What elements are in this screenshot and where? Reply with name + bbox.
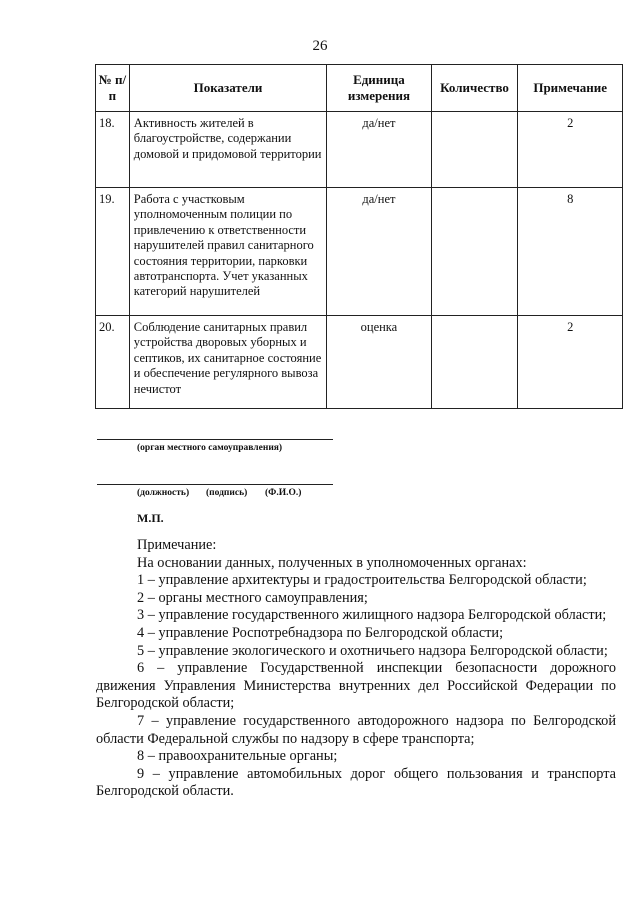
table-row xyxy=(96,316,623,409)
note-item-6: 6 – управление Государственной инспекции безопасности дорожного движения Управления Министерства внутренних дел Российской Федерации по Белгородской области; xyxy=(96,660,616,712)
row-unit: да/нет xyxy=(327,188,431,316)
note-item-8: 8 – правоохранительные органы; xyxy=(137,748,338,765)
header-number: № п/п xyxy=(96,65,130,112)
indicators-table xyxy=(95,64,623,409)
row-unit: да/нет xyxy=(327,112,431,188)
row-number: 18. xyxy=(96,112,130,188)
note-item-1: 1 – управление архитектуры и градостроительства Белгородской области; xyxy=(137,572,587,589)
row-number: 19. xyxy=(96,188,130,316)
notes-section xyxy=(96,537,616,801)
official-signature-line xyxy=(97,484,333,485)
header-quantity: Количество xyxy=(431,65,518,112)
row-quantity xyxy=(431,316,518,409)
table-row xyxy=(96,188,623,316)
row-quantity xyxy=(431,188,518,316)
name-caption: (Ф.И.О.) xyxy=(265,488,302,498)
note-item-5: 5 – управление экологического и охотничьего надзора Белгородской области; xyxy=(137,642,608,659)
row-indicator: Активность жителей в благоустройстве, содержании домовой и придомовой территории xyxy=(129,112,326,188)
org-caption: (орган местного самоуправления) xyxy=(137,443,283,453)
sign-caption: (подпись) xyxy=(206,488,248,498)
row-number: 20. xyxy=(96,316,130,409)
stamp-place: М.П. xyxy=(137,511,164,525)
row-note: 2 xyxy=(518,112,623,188)
row-quantity xyxy=(431,112,518,188)
note-item-3: 3 – управление государственного жилищного надзора Белгородской области; xyxy=(137,607,607,624)
row-indicator: Соблюдение санитарных правил устройства дворовых уборных и септиков, их санитарное состояние и обеспечение регулярного вывоза нечистот xyxy=(129,316,326,409)
table-header-row xyxy=(96,65,623,112)
note-item-4: 4 – управление Роспотребнадзора по Белгородской области; xyxy=(137,624,504,641)
row-note: 2 xyxy=(518,316,623,409)
note-item-2: 2 – органы местного самоуправления; xyxy=(137,589,368,606)
position-caption: (должность) xyxy=(137,488,190,498)
row-note: 8 xyxy=(518,188,623,316)
note-item-7: 7 – управление государственного автодорожного надзора по Белгородской области Федеральной службы по надзору в сфере транспорта; xyxy=(96,712,616,747)
row-unit: оценка xyxy=(327,316,431,409)
note-item-9: 9 – управление автомобильных дорог общего пользования и транспорта Белгородской области. xyxy=(96,765,616,800)
row-indicator: Работа с участковым уполномоченным полиции по привлечению к ответственности нарушителей правил санитарного состояния территории, парковки автотранспорта. Учет указанных категорий нарушителей xyxy=(129,188,326,316)
header-note: Примечание xyxy=(518,65,623,112)
org-signature-line xyxy=(97,439,333,440)
notes-title: Примечание: xyxy=(137,537,217,553)
header-unit: Единица измерения xyxy=(327,65,431,112)
table-row xyxy=(96,112,623,188)
page-number: 26 xyxy=(312,38,328,54)
header-indicator: Показатели xyxy=(129,65,326,112)
notes-intro: На основании данных, полученных в уполномоченных органах: xyxy=(137,554,527,571)
